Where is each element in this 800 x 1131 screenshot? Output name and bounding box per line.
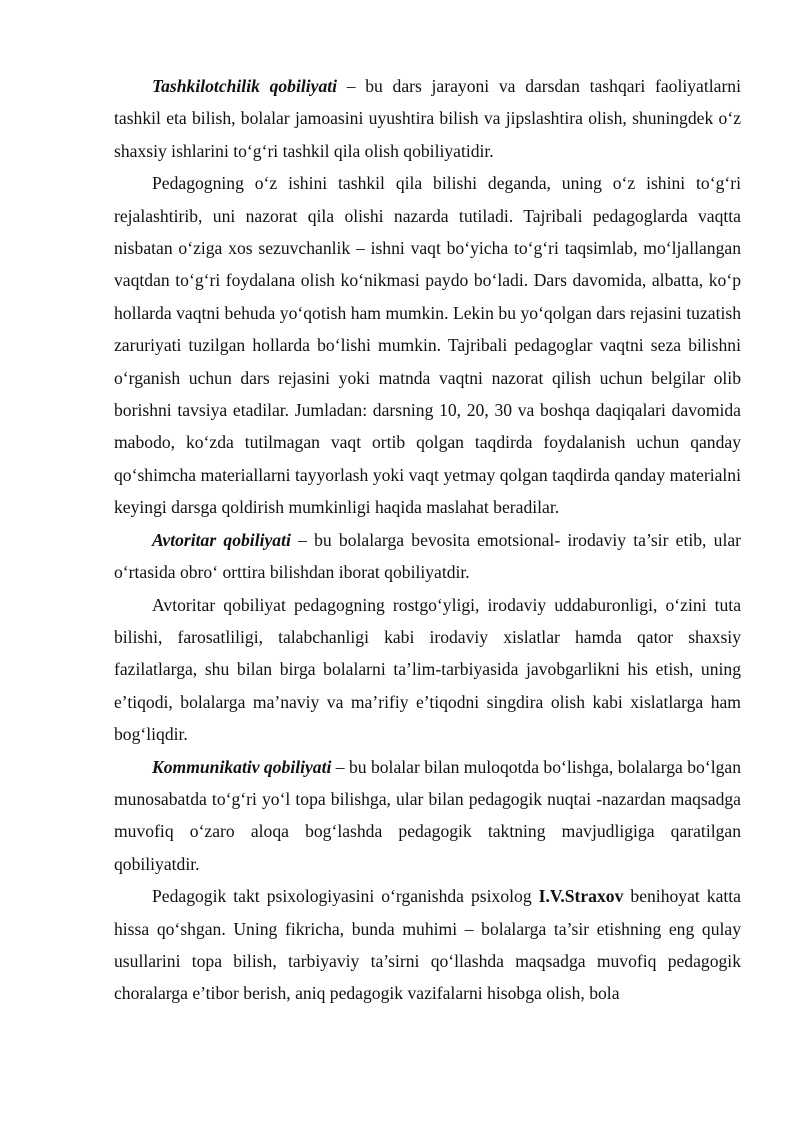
paragraph-text: Avtoritar qobiliyat pedagogning rostgo‘yligi, irodaviy uddaburonligi, o‘zini tuta bilishi, farosatliligi, talabchanligi kabi irodaviy xislatlar hamda qator shaxsiy fazilatlarga, shu bilan birga bolalarni ta’lim-tarbiyasida javobgarlikni his etish, uning e’tiqodi, bolalarga ma’naviy va ma’rifiy e’tiqodni singdira olish kabi xislatlarga ham bog‘liqdir. (114, 594, 741, 745)
paragraph-communicative-ability (114, 751, 741, 881)
paragraph-text: – bu dars jarayoni va darsdan tashqari faoliyatlarni tashkil eta bilish, bolalar jamoasini uyushtira bilish va jipslashtira olish, shuningdek o‘z shaxsiy ishlarini to‘g‘ri tashkil qila olish qobiliyatidir. (114, 76, 741, 161)
paragraph-text: Pedagogik takt psixologiyasini o‘rganishda psixolog (152, 886, 539, 907)
term-communicative-ability: Kommunikativ qobiliyati (152, 756, 332, 777)
paragraph-organizational-ability (114, 70, 741, 167)
paragraph-text: benihoyat katta hissa qo‘shgan. Uning fikricha, bunda muhimi – bolalarga ta’sir etishning eng qulay usullarini topa bilish, tarbiyaviy ta’sirni qo‘llashda maqsadga muvofiq pedagogik choralarga e’tibor berish, aniq pedagogik vazifalarni hisobga olish, bola (114, 886, 741, 1004)
paragraph-authoritative-qualities (114, 589, 741, 751)
term-authoritative-ability: Avtoritar qobiliyati (152, 529, 291, 550)
psychologist-name: I.V.Straxov (538, 886, 624, 907)
paragraph-text: – bu bolalar bilan muloqotda bo‘lishga, bolalarga bo‘lgan munosabatda to‘g‘ri yo‘l topa bilishga, ular bilan pedagogik nuqtai -nazardan maqsadga muvofiq o‘zaro aloqa bog‘lashda pedagogik taktning mavjudligiga qaratilgan qobiliyatdir. (114, 756, 741, 874)
paragraph-pedagogical-tact (114, 880, 741, 1010)
paragraph-authoritative-ability (114, 524, 741, 589)
paragraph-text: Pedagogning o‘z ishini tashkil qila bilishi deganda, uning o‘z ishini to‘g‘ri rejalashtirib, uni nazorat qila olishi nazarda tutiladi. Tajribali pedagoglarda vaqtta nisbatan o‘ziga xos sezuvchanlik – ishni vaqt bo‘yicha to‘g‘ri taqsimlab, mo‘ljallangan vaqtdan to‘g‘ri foydalana olish ko‘nikmasi paydo bo‘ladi. Dars davomida, albatta, ko‘p hollarda vaqtni behuda yo‘qotish ham mumkin. Lekin bu yo‘qolgan dars rejasini tuzatish zaruriyati tuzilgan hollarda bo‘lishi mumkin. Tajribali pedagoglar vaqtni seza bilishni o‘rganish uchun dars rejasini yoki matnda vaqtni nazorat qilish uchun belgilar olib borishni tavsiya etadilar. Jumladan: darsning 10, 20, 30 va boshqa daqiqalari davomida mabodo, ko‘zda tutilmagan vaqt ortib qolgan taqdirda foydalanish uchun qanday qo‘shimcha materiallarni tayyorlash yoki vaqt yetmay qolgan taqdirda qanday materialni keyingi darsga qoldirish mumkinligi haqida maslahat beradilar. (114, 173, 741, 518)
paragraph-time-management (114, 167, 741, 523)
document-page (114, 70, 741, 1010)
paragraph-text: – bu bolalarga bevosita emotsional- irodaviy ta’sir etib, ular o‘rtasida obro‘ orttira bilishdan iborat qobiliyatdir. (114, 529, 742, 583)
term-organizational-ability: Tashkilotchilik qobiliyati (152, 76, 338, 96)
